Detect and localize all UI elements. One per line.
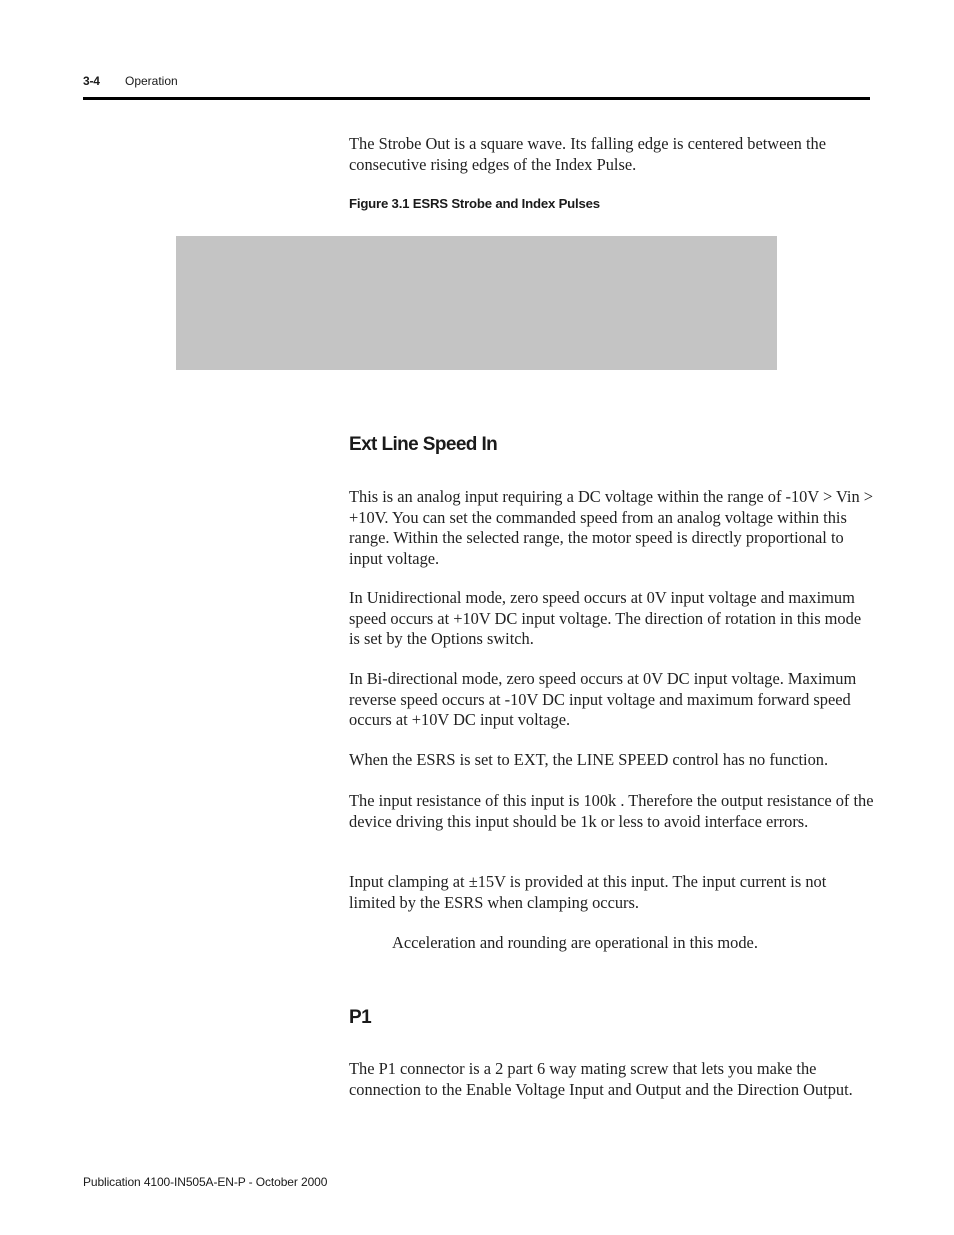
paragraph-input-resistance: The input resistance of this input is 100k . Therefore the output resistance of the device driving this input should be 1k or less to avoid interface errors. xyxy=(349,791,874,831)
figure-placeholder xyxy=(176,236,777,370)
intro-paragraph: The Strobe Out is a square wave. Its falling edge is centered between the consecutive rising edges of the Index Pulse. xyxy=(349,134,826,174)
paragraph-analog-input: This is an analog input requiring a DC voltage within the range of -10V > Vin > +10V. You can set the commanded speed from an analog voltage within this range. Within the selected range, the motor speed is directly proportional to input voltage. xyxy=(349,487,874,568)
figure-caption: Figure 3.1 ESRS Strobe and Index Pulses xyxy=(349,196,600,211)
header-rule xyxy=(83,97,870,100)
paragraph-input-clamping: Input clamping at ±15V is provided at this input. The input current is not limited by the ESRS when clamping occurs. xyxy=(349,872,827,912)
section-heading-ext-line-speed: Ext Line Speed In xyxy=(349,434,498,455)
paragraph-unidirectional: In Unidirectional mode, zero speed occurs at 0V input voltage and maximum speed occurs at +10V DC input voltage. The direction of rotation in this mode is set by the Options switch. xyxy=(349,588,862,648)
section-title: Operation xyxy=(125,74,178,88)
paragraph-p1-connector: The P1 connector is a 2 part 6 way mating screw that lets you make the connection to the Enable Voltage Input and Output and the Direction Output. xyxy=(349,1059,853,1099)
note-text: Acceleration and rounding are operational in this mode. xyxy=(392,933,758,952)
page-number: 3-4 xyxy=(83,74,100,88)
paragraph-bidirectional: In Bi-directional mode, zero speed occurs at 0V DC input voltage. Maximum reverse speed occurs at -10V DC input voltage and maximum forward speed occurs at +10V DC input voltage. xyxy=(349,669,857,729)
paragraph-esrs-ext: When the ESRS is set to EXT, the LINE SPEED control has no function. xyxy=(349,750,829,769)
publication-footer: Publication 4100-IN505A-EN-P - October 2000 xyxy=(83,1175,328,1189)
section-heading-p1: P1 xyxy=(349,1007,372,1028)
